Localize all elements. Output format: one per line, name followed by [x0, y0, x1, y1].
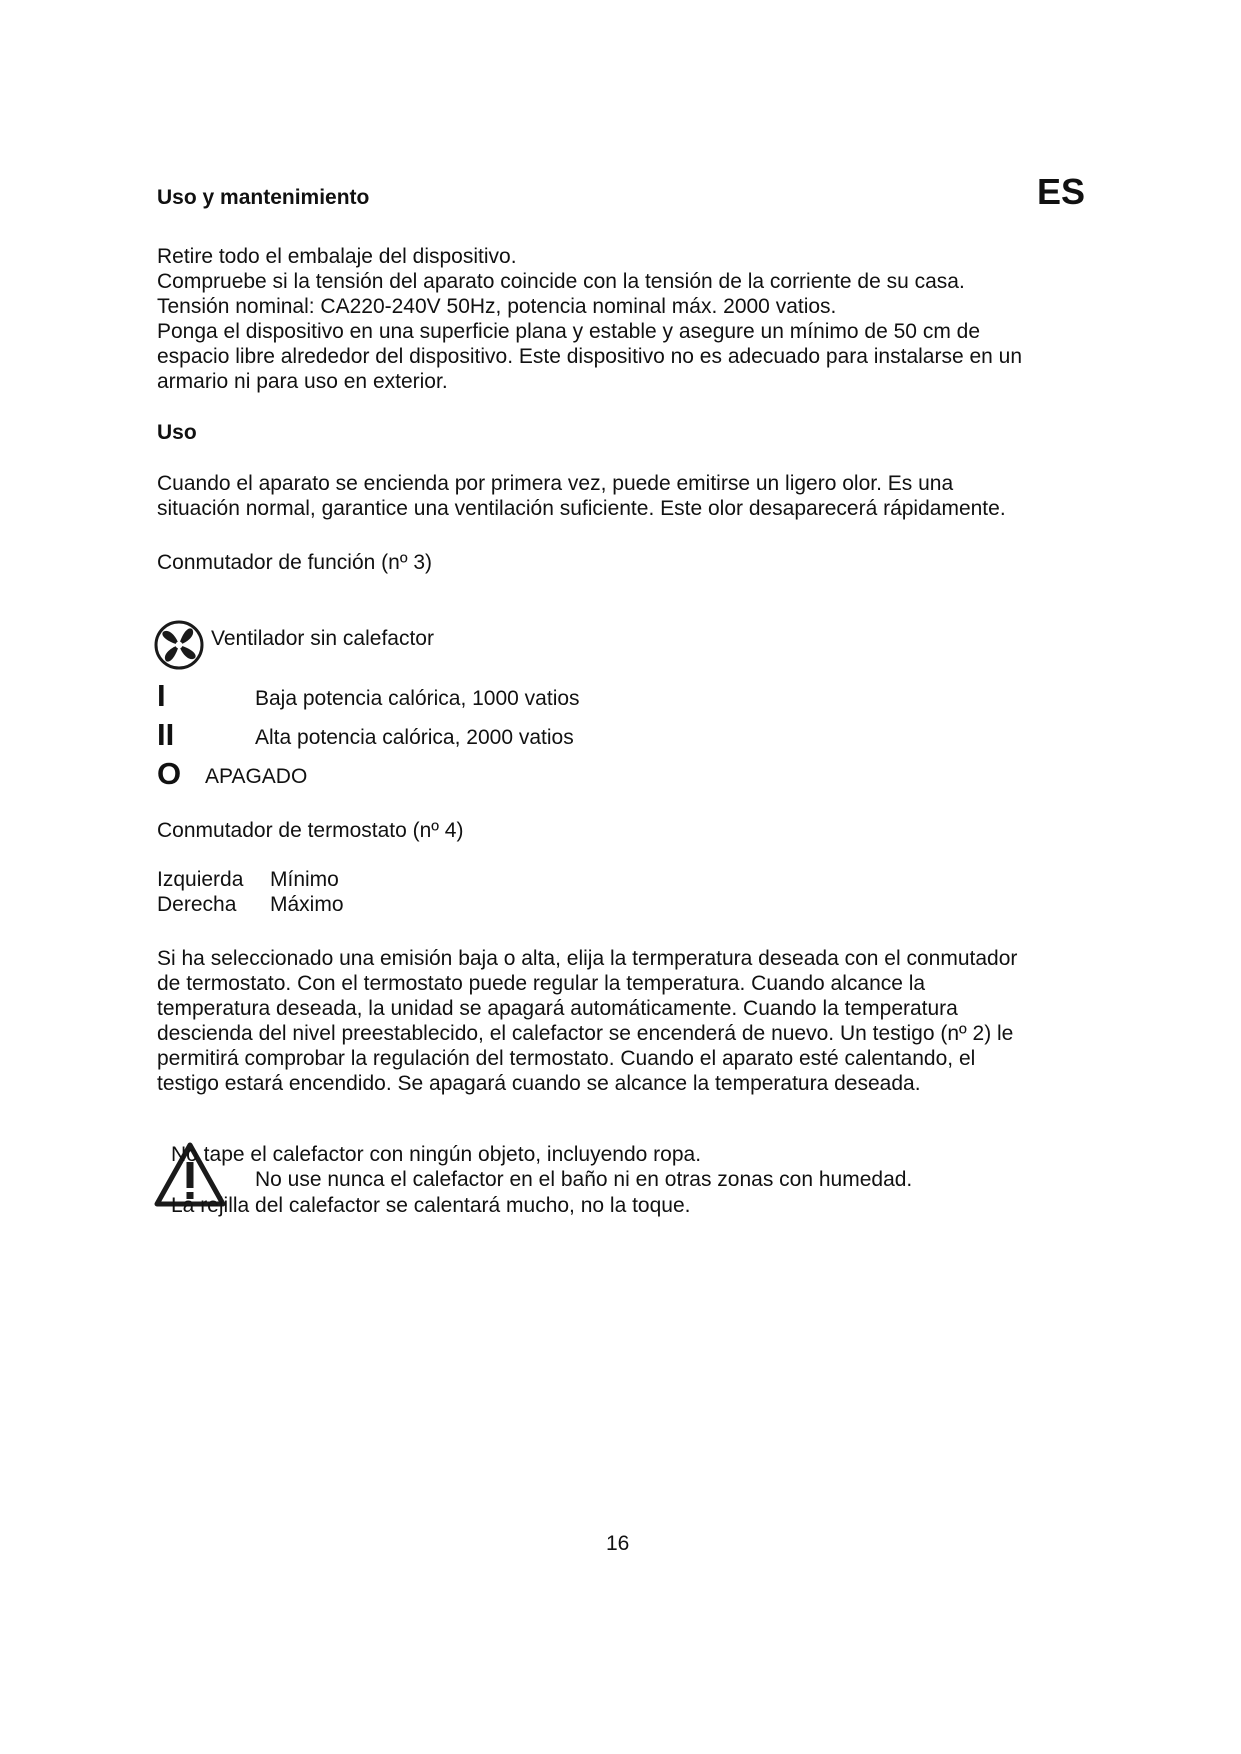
page-number: 16 [606, 1532, 630, 1555]
uso-heading: Uso [157, 421, 197, 444]
thermostat-paragraph [157, 946, 1017, 1096]
thermostat-line: de termostato. Con el termostato puede regular la temperatura. Cuando alcance la [157, 972, 926, 995]
section-title: Uso y mantenimiento [157, 186, 370, 209]
setting-symbol-high: II [157, 717, 175, 752]
setting-label-off: APAGADO [205, 765, 308, 788]
setting-label-high: Alta potencia calórica, 2000 vatios [255, 726, 574, 749]
setting-symbol-off: O [157, 756, 182, 791]
intro-line: Ponga el dispositivo en una superficie plana y estable y asegure un mínimo de 50 cm de [157, 320, 980, 343]
uso-paragraph [157, 471, 1006, 521]
thermostat-line: descienda del nivel preestablecido, el calefactor se encenderá de nuevo. Un testigo (nº 2) le [157, 1022, 1014, 1045]
fan-label: Ventilador sin calefactor [211, 627, 434, 650]
warning-line: No use nunca el calefactor en el baño ni en otras zonas con humedad. [255, 1168, 913, 1191]
language-code: ES [1037, 171, 1086, 212]
setting-label-low: Baja potencia calórica, 1000 vatios [255, 687, 580, 710]
intro-line: Retire todo el embalaje del dispositivo. [157, 245, 517, 268]
thermostat-line: permitirá comprobar la regulación del termostato. Cuando el aparato esté calentando, el [157, 1047, 976, 1070]
setting-symbol-low: I [157, 678, 166, 713]
intro-paragraph [157, 244, 1022, 394]
fan-icon [154, 620, 204, 670]
uso-line: situación normal, garantice una ventilación suficiente. Este olor desaparecerá rápidamente. [157, 497, 1006, 520]
intro-line: armario ni para uso en exterior. [157, 370, 448, 393]
warning-line: La rejilla del calefactor se calentará mucho, no la toque. [171, 1194, 691, 1217]
thermostat-value-max: Máximo [270, 893, 344, 916]
thermostat-line: Si ha seleccionado una emisión baja o alta, elija la termperatura deseada con el conmutador [157, 947, 1018, 970]
thermostat-switch-title: Conmutador de termostato (nº 4) [157, 819, 464, 842]
thermostat-direction-left: Izquierda [157, 868, 244, 891]
intro-line: Tensión nominal: CA220-240V 50Hz, potencia nominal máx. 2000 vatios. [157, 295, 837, 318]
intro-line: espacio libre alrededor del dispositivo. Este dispositivo no es adecuado para instalarse en un [157, 345, 1023, 368]
thermostat-line: temperatura deseada, la unidad se apagará automáticamente. Cuando la temperatura [157, 997, 958, 1020]
thermostat-line: testigo estará encendido. Se apagará cuando se alcance la temperatura deseada. [157, 1072, 921, 1095]
intro-line: Compruebe si la tensión del aparato coincide con la tensión de la corriente de su casa. [157, 270, 965, 293]
function-switch-title: Conmutador de función (nº 3) [157, 551, 432, 574]
uso-line: Cuando el aparato se encienda por primera vez, puede emitirse un ligero olor. Es una [157, 472, 954, 495]
warning-line: No tape el calefactor con ningún objeto, incluyendo ropa. [171, 1143, 702, 1166]
thermostat-direction-right: Derecha [157, 893, 237, 916]
thermostat-value-min: Mínimo [270, 868, 339, 891]
